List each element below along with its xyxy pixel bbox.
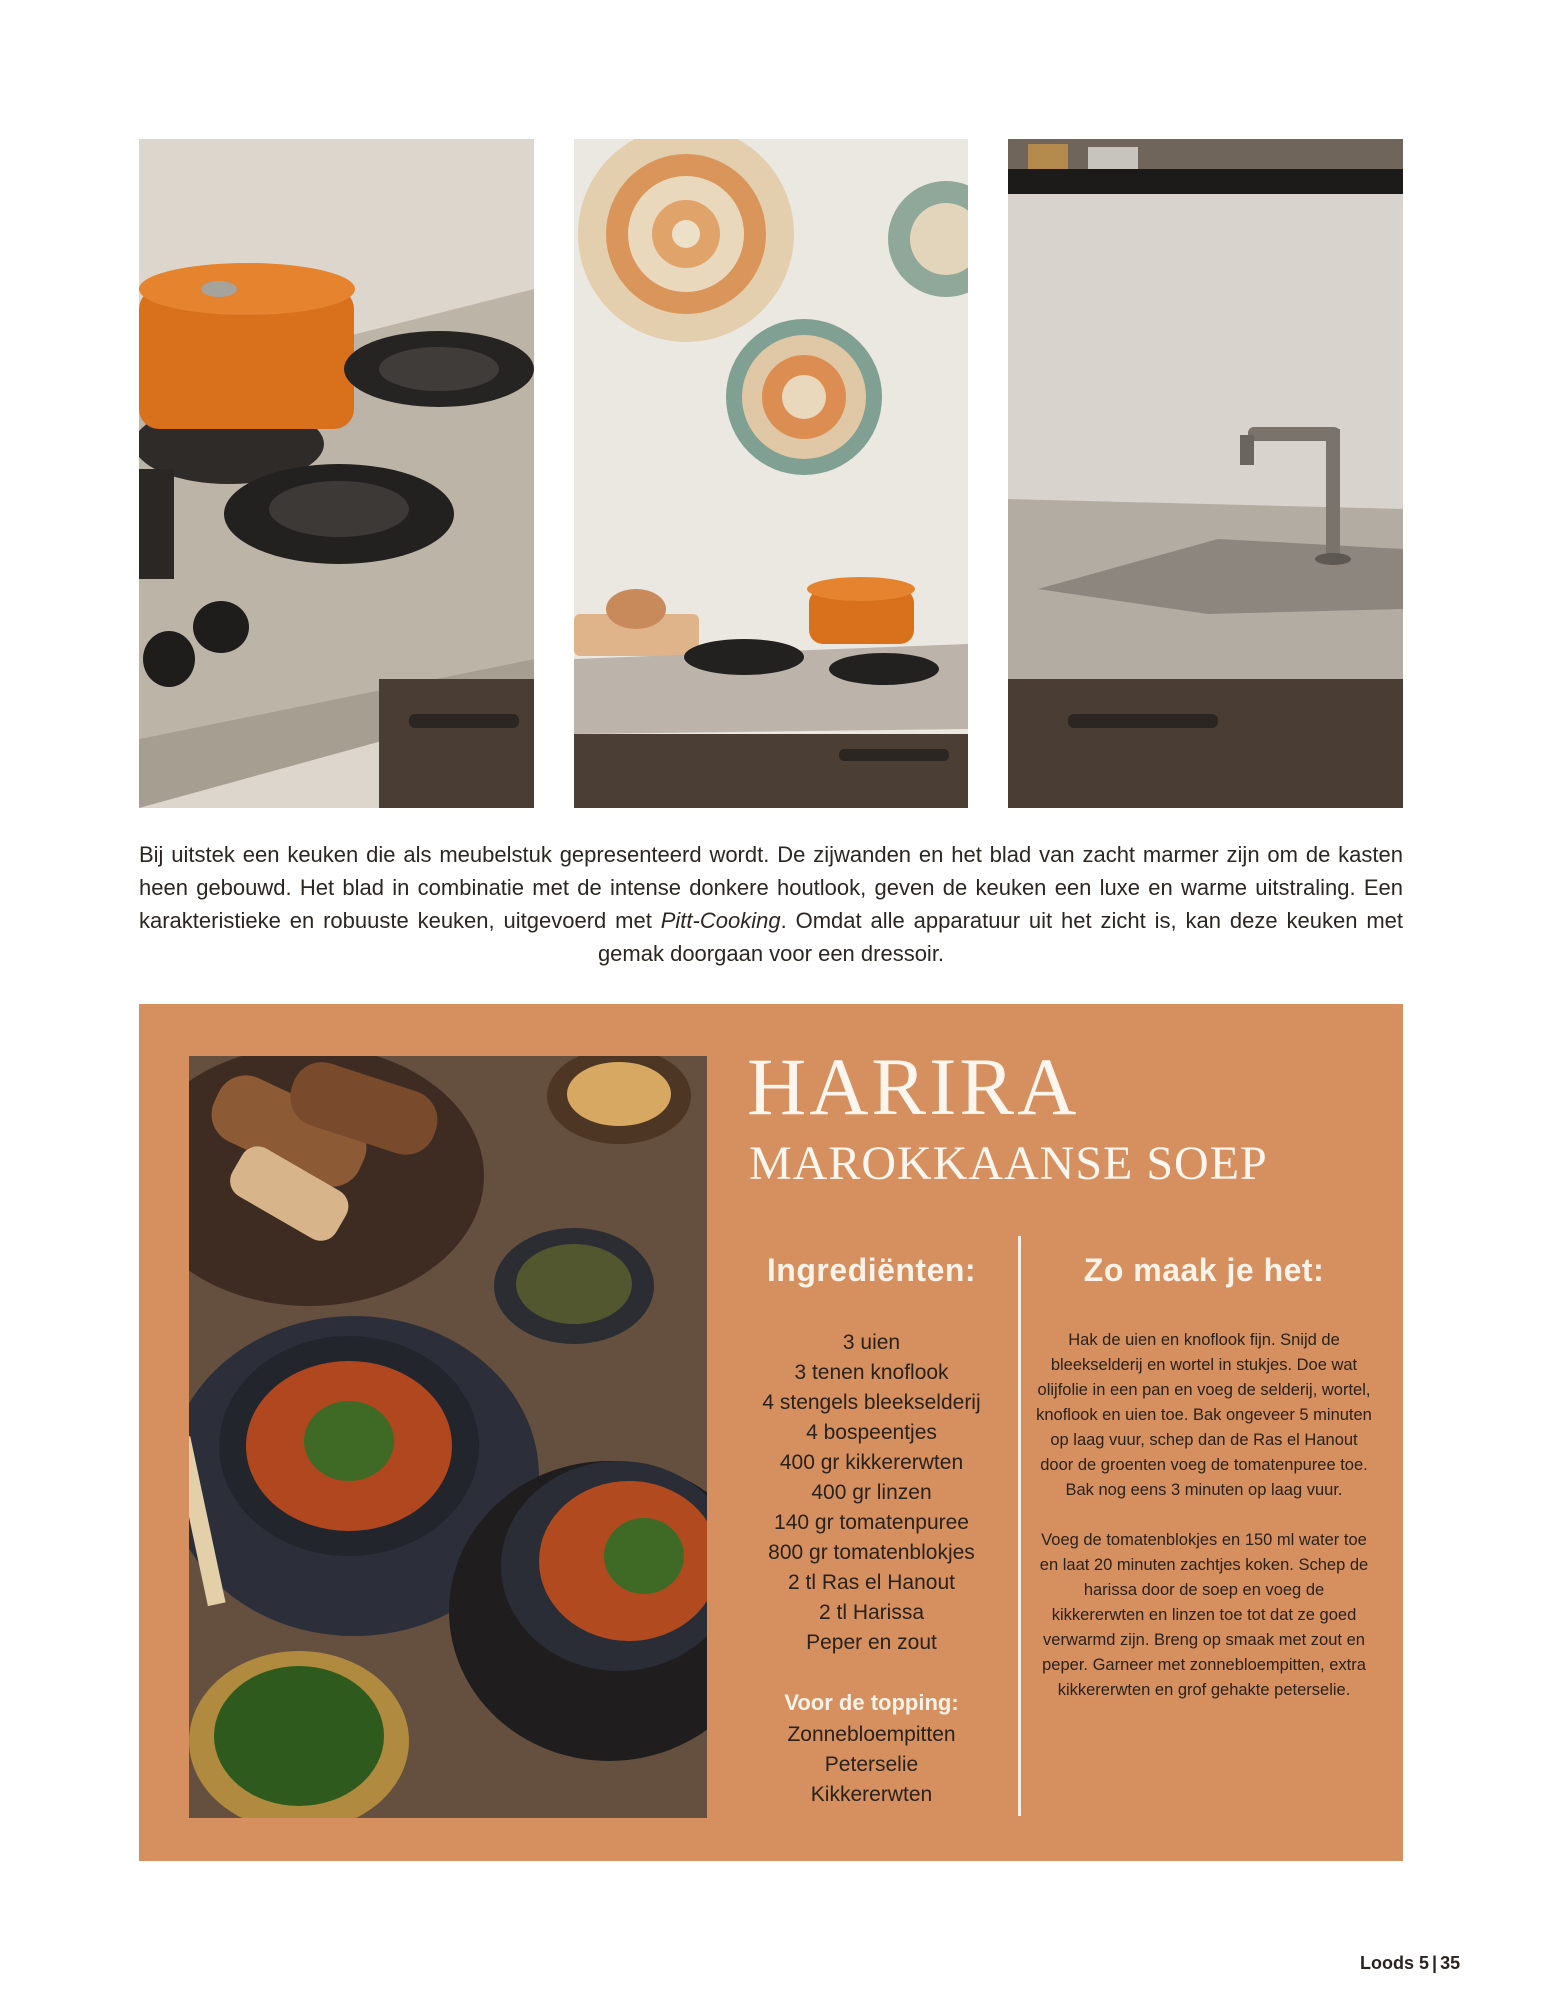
topping-heading: Voor de topping: — [784, 1690, 959, 1715]
harira-soup-photo — [189, 1056, 707, 1818]
topping-item: Zonnebloempitten — [787, 1723, 956, 1746]
ingredient-item: 800 gr tomatenblokjes — [768, 1541, 975, 1564]
ingredient-item: 400 gr linzen — [811, 1481, 932, 1504]
intro-paragraph — [139, 838, 1403, 970]
column-divider — [1018, 1236, 1021, 1816]
page-number: 35 — [1440, 1953, 1461, 1973]
marble-sink-photo — [1008, 139, 1403, 808]
ingredient-item: 4 stengels bleekselderij — [762, 1391, 981, 1414]
ingredients-heading: Ingrediënten: — [766, 1252, 977, 1288]
ingredient-item: Peper en zout — [806, 1631, 937, 1654]
ingredient-item: 2 tl Harissa — [818, 1601, 925, 1624]
page-folio — [1360, 1953, 1460, 1974]
method-step: Hak de uien en knoflook fijn. Snijd de bleekselderij en wortel in stukjes. Doe wat olijfolie in een pan en voeg de selderij, wortel, knoflook en uien toe. Bak ongeveer 5 minuten op laag vuur, schep dan de Ras el Hanout door de groenten voeg de tomatenpuree toe. Bak nog eens 3 minuten op laag vuur. — [1036, 1331, 1372, 1499]
ingredient-item: 140 gr tomatenpuree — [774, 1511, 969, 1534]
method-text — [1036, 1328, 1372, 1728]
intro-text-after: . Omdat alle apparatuur uit het zicht is, kan deze keuken met gemak doorgaan voor een dressoir. — [597, 908, 1404, 966]
ingredient-item: 3 uien — [842, 1331, 901, 1354]
topping-item: Kikkererwten — [810, 1783, 933, 1806]
method-step: Voeg de tomatenblokjes en 150 ml water toe en laat 20 minuten zachtjes koken. Schep de harissa door de soep en voeg de kikkererwten en linzen toe tot dat ze goed verwarmd zijn. Breng op smaak met zout en peper. Garneer met zonnebloempitten, extra kikkererwten en grof gehakte peterselie. — [1039, 1531, 1369, 1699]
ingredients-list — [729, 1328, 1014, 1658]
ingredient-item: 2 tl Ras el Hanout — [788, 1571, 955, 1594]
ingredient-item: 3 tenen knoflook — [794, 1361, 949, 1384]
publication-name: Loods 5 — [1360, 1953, 1430, 1973]
method-heading: Zo maak je het: — [1083, 1252, 1325, 1288]
intro-text-before: Bij uitstek een keuken die als meubelstuk gepresenteerd wordt. De zijwanden en het blad van zacht marmer zijn om de kasten heen gebouwd. Het blad in combinatie met de intense donkere houtlook, geven de keuken een luxe en warme uitstraling. Een karakteristieke en robuuste keuken, uitgevoerd met — [139, 842, 1403, 933]
recipe-subtitle: MAROKKAANSE SOEP — [749, 1137, 1268, 1190]
recipe-title: HARIRA — [747, 1041, 1080, 1132]
topping-item: Peterselie — [824, 1753, 919, 1776]
ingredient-item: 4 bospeentjes — [806, 1421, 937, 1444]
brand-name: Pitt-Cooking — [660, 908, 781, 933]
ingredient-item: 400 gr kikkererwten — [779, 1451, 964, 1474]
kitchen-cooktop-photo — [139, 139, 534, 808]
topping-list — [729, 1720, 1014, 1810]
folio-separator: | — [1432, 1953, 1438, 1973]
recipe-panel — [139, 1004, 1403, 1861]
wall-baskets-photo — [574, 139, 968, 808]
